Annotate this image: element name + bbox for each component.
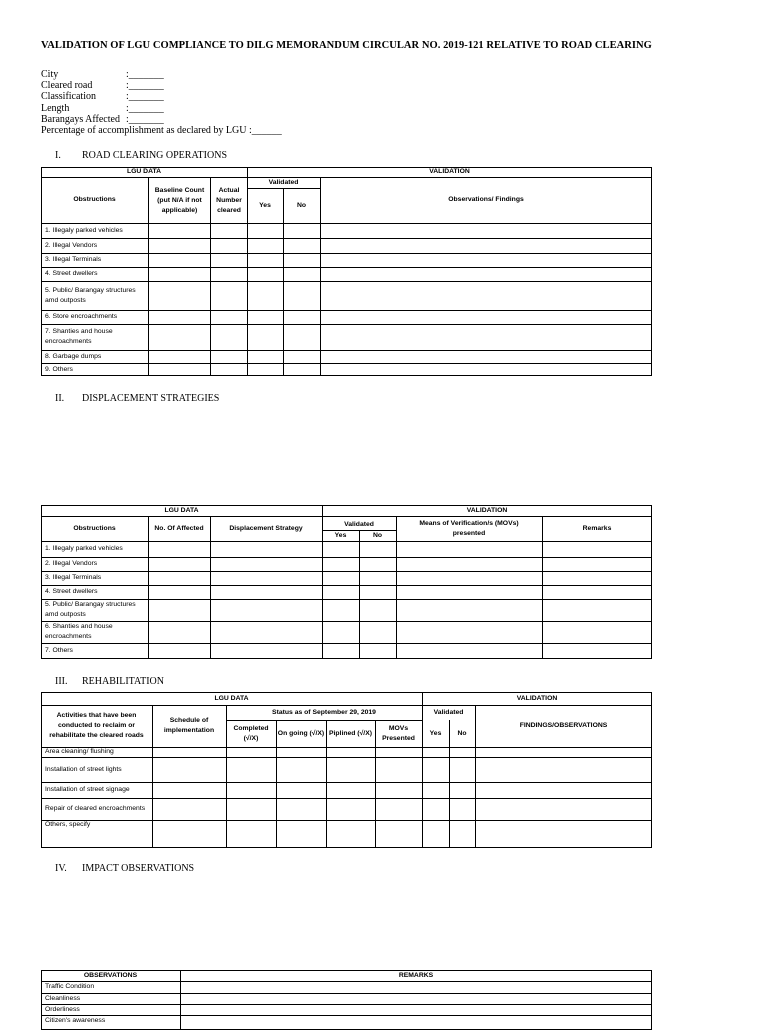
yes-header: Yes: [429, 729, 442, 737]
table-row: 3. Illegal Terminals: [45, 256, 102, 263]
table-row: Others, specify: [45, 821, 91, 828]
info-value: :_______: [126, 113, 164, 125]
completed-header: Completed (√/X): [233, 724, 269, 742]
info-label: Barangays Affected: [41, 113, 120, 125]
activities-header: Activities that have been conducted to reclaim or rehabilitate the cleared roads: [49, 712, 144, 739]
table-row: 4. Street dwellers: [45, 270, 98, 277]
lgu-data-header: LGU DATA: [126, 168, 162, 175]
table-row: Repair of cleared encroachments: [45, 805, 146, 812]
validation-header: VALIDATION: [429, 168, 470, 175]
section-number: III.: [55, 676, 68, 687]
movs-presented-header: MOVs Presented: [382, 724, 415, 742]
info-value: :_______: [126, 102, 164, 114]
section-heading-2: [55, 393, 219, 404]
table-row: 5. Public/ Barangay structures amd outposts: [45, 601, 136, 618]
info-label: Cleared road: [41, 80, 93, 92]
table-row: 1. Illegaly parked vehicles: [45, 226, 123, 234]
baseline-count-header: Baseline Count (put N/A if not applicable): [154, 187, 205, 214]
info-label: City: [41, 69, 59, 80]
table-row: 9. Others: [45, 365, 73, 373]
info-label: Classification: [41, 91, 96, 103]
remarks-header: Remarks: [582, 524, 612, 532]
no-header: No: [296, 201, 307, 209]
findings-observations-header: FINDINGS/OBSERVATIONS: [519, 722, 608, 729]
obstructions-header: Obstructions: [73, 196, 116, 203]
table-row: 2. Illegal Vendors: [45, 241, 98, 249]
section-heading-1: [55, 150, 227, 161]
table-row: Traffic Condition: [45, 983, 95, 990]
section-heading-3: [55, 676, 164, 687]
road-clearing-table: [41, 167, 652, 376]
info-value: :_______: [126, 69, 164, 80]
table-row: 6. Store encroachments: [45, 313, 118, 320]
table-row: Area cleaning/ flushing: [45, 748, 114, 755]
table-row: Cleanliness: [45, 994, 81, 1002]
ongoing-header: On going (√/X): [277, 729, 325, 737]
validated-header: Validated: [268, 179, 299, 186]
validated-header: Validated: [433, 708, 464, 716]
validated-header: Validated: [344, 520, 374, 528]
section-title: IMPACT OBSERVATIONS: [82, 863, 195, 874]
section-number: IV.: [55, 863, 67, 874]
actual-cleared-header: Actual Number cleared: [216, 187, 242, 214]
yes-header: Yes: [259, 201, 271, 209]
info-label: Length: [41, 102, 70, 114]
lgu-data-header: LGU DATA: [164, 506, 199, 514]
section-title: DISPLACEMENT STRATEGIES: [82, 393, 220, 404]
observations-findings-header: Observations/ Findings: [448, 196, 524, 203]
table-row: Orderliness: [45, 1005, 80, 1013]
table-row: 5. Public/ Barangay structures amd outposts: [45, 286, 136, 304]
remarks-header: REMARKS: [398, 971, 434, 979]
validation-header: VALIDATION: [466, 506, 508, 514]
document-title: VALIDATION OF LGU COMPLIANCE TO DILG MEMORANDUM CIRCULAR NO. 2019-121 RELATIVE TO ROAD CLEARING: [41, 40, 652, 51]
section-title: REHABILITATION: [82, 676, 164, 687]
info-value: :_______: [126, 91, 164, 103]
no-header: No: [457, 729, 467, 737]
section-title: ROAD CLEARING OPERATIONS: [82, 150, 228, 161]
movs-header: Means of Verification/s (MOVs) presented: [419, 519, 519, 537]
table-row: 8. Garbage dumps: [45, 352, 102, 360]
no-of-affected-header: No. Of Affected: [154, 524, 204, 532]
piplined-header: Piplined (√/X): [328, 729, 372, 737]
section-heading-4: [55, 863, 194, 874]
no-header: No: [372, 531, 383, 539]
table-row: 4. Street dwellers: [45, 588, 98, 595]
impact-observations-table: [41, 970, 652, 1030]
table-row: 1. Illegaly parked vehicles: [45, 545, 123, 552]
table-row: Installation of street lights: [45, 765, 122, 773]
table-row: 7. Others: [45, 647, 73, 654]
section-number: I.: [55, 150, 61, 161]
rehabilitation-table: [41, 692, 652, 848]
section-number: II.: [55, 393, 65, 404]
lgu-data-header: LGU DATA: [214, 694, 249, 702]
info-percentage: Percentage of accomplishment as declared by LGU :______: [41, 124, 282, 136]
obstructions-header: Obstructions: [73, 524, 116, 532]
displacement-strategies-table: [41, 505, 652, 659]
table-row: 6. Shanties and house encroachments: [45, 623, 113, 640]
observations-header: OBSERVATIONS: [83, 971, 138, 979]
table-row: 7. Shanties and house encroachments: [45, 328, 113, 345]
table-row: 2. Illegal Vendors: [45, 560, 98, 567]
status-header: Status as of September 29, 2019: [272, 708, 376, 716]
yes-header: Yes: [334, 531, 347, 539]
info-value: :_______: [126, 80, 164, 92]
table-row: Citizen's awareness: [45, 1016, 106, 1024]
schedule-header: Schedule of implementation: [163, 717, 215, 734]
displacement-strategy-header: Displacement Strategy: [229, 524, 303, 532]
validation-header: VALIDATION: [516, 694, 558, 702]
table-row: 3. Illegal Terminals: [45, 574, 102, 581]
table-row: Installation of street signage: [45, 786, 130, 793]
